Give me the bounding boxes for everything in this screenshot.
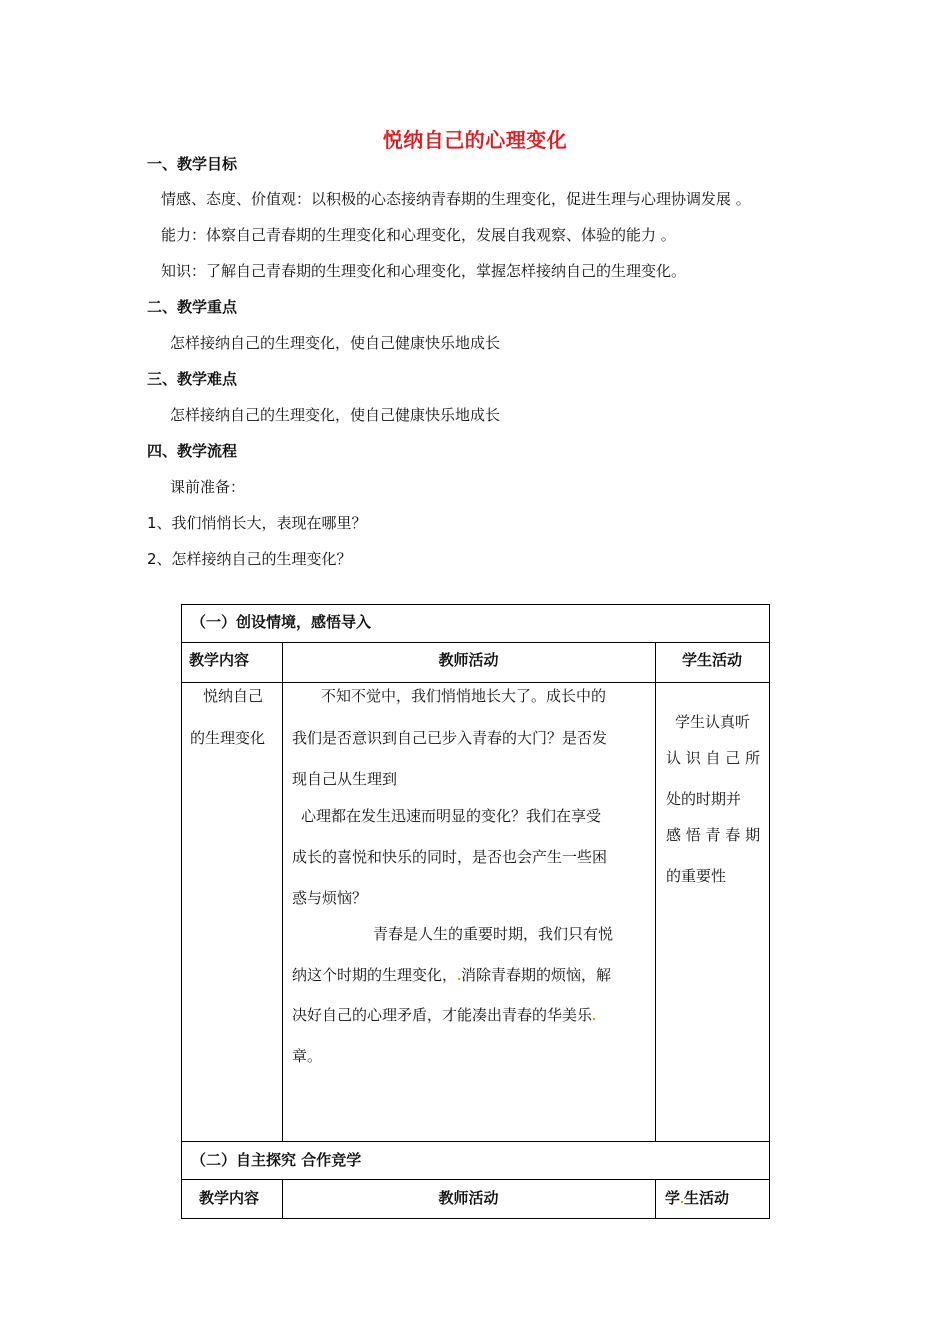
teacher-line-segment: 决好自己的心理矛盾，才能凑出青春的华美乐 bbox=[292, 1006, 593, 1024]
prep-label: 课前准备： bbox=[170, 478, 246, 496]
teacher-line: 心理都在发生迅速而明显的变化？我们在享受 bbox=[301, 807, 602, 825]
goal-knowledge: 知识：了解自己青春期的生理变化和心理变化，掌握怎样接纳自己的生理变化。 bbox=[161, 262, 687, 280]
column-header-content: 教学内容 bbox=[189, 651, 250, 669]
column-divider bbox=[655, 1179, 656, 1218]
student-line: 认 识 自 己 所 bbox=[666, 749, 761, 767]
column-header-teacher: 教师活动 bbox=[438, 1189, 499, 1207]
student-line: 学生认真听 bbox=[675, 713, 751, 731]
teacher-line: 青春是人生的重要时期，我们只有悦 bbox=[373, 925, 614, 943]
header-segment: 学 bbox=[665, 1189, 681, 1207]
mark-dot bbox=[681, 1201, 683, 1203]
section-heading-part2: （二）自主探究 合作竞学 bbox=[191, 1151, 362, 1169]
content-line: 悦纳自己 bbox=[203, 687, 264, 705]
table-rule bbox=[181, 642, 770, 643]
question-2: 2、怎样接纳自己的生理变化？ bbox=[147, 550, 352, 568]
teacher-line-segment: 纳这个时期的生理变化， bbox=[292, 966, 458, 984]
column-divider bbox=[655, 642, 656, 1141]
teaching-difficulty-text: 怎样接纳自己的生理变化，使自己健康快乐地成长 bbox=[170, 406, 501, 424]
table-border-left bbox=[181, 604, 182, 1219]
section-heading-part1: （一）创设情境，感悟导入 bbox=[191, 613, 372, 631]
header-segment: 生活动 bbox=[684, 1189, 730, 1207]
teacher-line: 我们是否意识到自己已步入青春的大门？是否发 bbox=[292, 729, 608, 747]
lesson-table bbox=[181, 604, 770, 1219]
mark-dot bbox=[593, 1018, 595, 1020]
heading-teaching-goals: 一、教学目标 bbox=[147, 155, 238, 173]
column-header-teacher: 教师活动 bbox=[438, 651, 499, 669]
goal-ability: 能力：体察自己青春期的生理变化和心理变化，发展自我观察、体验的能力 。 bbox=[161, 226, 676, 244]
teaching-focus-text: 怎样接纳自己的生理变化，使自己健康快乐地成长 bbox=[170, 334, 501, 352]
column-header-student bbox=[665, 1187, 729, 1208]
teacher-line bbox=[292, 1004, 596, 1025]
teacher-line-segment: 消除青春期的烦恼，解 bbox=[461, 966, 612, 984]
document-title: 悦纳自己的心理变化 bbox=[382, 128, 568, 152]
table-border-right bbox=[769, 604, 770, 1219]
question-1: 1、我们悄悄长大，表现在哪里？ bbox=[147, 514, 367, 532]
goal-attitude: 情感、态度、价值观：以积极的心态接纳青春期的生理变化，促进生理与心理协调发展 。 bbox=[161, 190, 751, 208]
heading-teaching-process: 四、教学流程 bbox=[147, 442, 238, 460]
content-line: 的生理变化 bbox=[190, 729, 266, 747]
column-divider bbox=[282, 642, 283, 1141]
table-rule bbox=[181, 1179, 770, 1180]
heading-teaching-focus: 二、教学重点 bbox=[147, 298, 238, 316]
table-border-bottom bbox=[181, 1218, 770, 1219]
teacher-line: 现自己从生理到 bbox=[292, 770, 398, 788]
table-rule bbox=[181, 682, 770, 683]
column-header-student: 学生活动 bbox=[681, 651, 742, 669]
column-header-content: 教学内容 bbox=[199, 1189, 260, 1207]
student-line: 感 悟 青 春 期 bbox=[666, 826, 761, 844]
teacher-line: 成长的喜悦和快乐的同时，是否也会产生一些困 bbox=[292, 848, 608, 866]
heading-teaching-difficulty: 三、教学难点 bbox=[147, 370, 238, 388]
teacher-line bbox=[292, 964, 611, 985]
table-rule bbox=[181, 1141, 770, 1142]
teacher-line: 章。 bbox=[292, 1047, 323, 1065]
student-line: 处的时期并 bbox=[666, 790, 742, 808]
teacher-line: 不知不觉中，我们悄悄地长大了。成长中的 bbox=[321, 687, 607, 705]
table-border-top bbox=[181, 604, 770, 605]
student-line: 的重要性 bbox=[666, 867, 727, 885]
mark-dot bbox=[458, 978, 460, 980]
teacher-line: 惑与烦恼？ bbox=[292, 889, 368, 907]
